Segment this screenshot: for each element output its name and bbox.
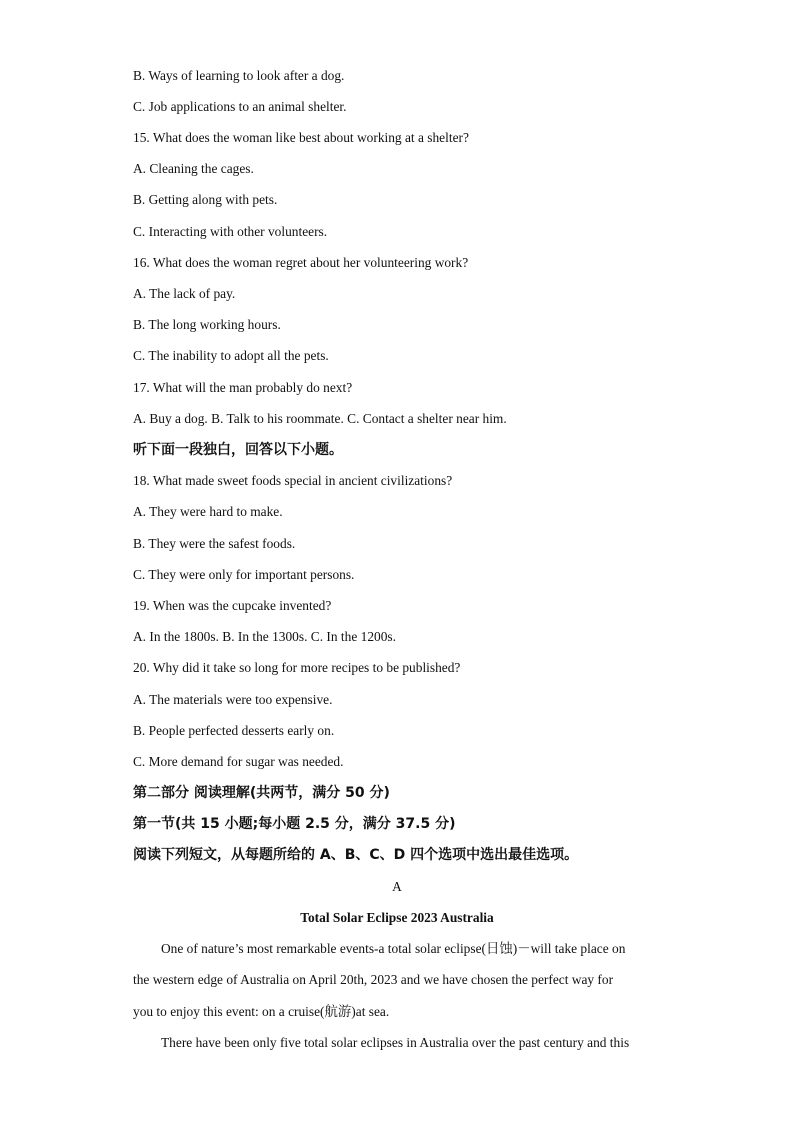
question-text: 20. Why did it take so long for more recipes to be published? bbox=[133, 660, 461, 675]
part-heading: 第二部分 阅读理解(共两节，满分 50 分) bbox=[133, 785, 390, 801]
answer-option: C. More demand for sugar was needed. bbox=[133, 754, 344, 769]
passage-line: you to enjoy this event: on a cruise(航游)at sea. bbox=[133, 1004, 390, 1019]
answer-option: B. They were the safest foods. bbox=[133, 536, 296, 551]
answer-option: A. The materials were too expensive. bbox=[133, 692, 333, 707]
question-text: 16. What does the woman regret about her volunteering work? bbox=[133, 255, 469, 270]
answer-option: B. Ways of learning to look after a dog. bbox=[133, 68, 345, 83]
passage-title: Total Solar Eclipse 2023 Australia bbox=[300, 910, 494, 925]
question-text: 17. What will the man probably do next? bbox=[133, 380, 353, 395]
question-text: 18. What made sweet foods special in ancient civilizations? bbox=[133, 473, 453, 488]
answer-option: C. They were only for important persons. bbox=[133, 567, 355, 582]
question-text: 19. When was the cupcake invented? bbox=[133, 598, 332, 613]
answer-option: B. The long working hours. bbox=[133, 317, 281, 332]
section-heading: 第一节(共 15 小题;每小题 2.5 分，满分 37.5 分) bbox=[133, 816, 456, 832]
answer-option: B. People perfected desserts early on. bbox=[133, 723, 335, 738]
answer-option: A. Cleaning the cages. bbox=[133, 161, 254, 176]
reading-instruction: 阅读下列短文，从每题所给的 A、B、C、D 四个选项中选出最佳选项。 bbox=[133, 847, 579, 863]
passage-line: There have been only five total solar eclipses in Australia over the past century and this bbox=[161, 1035, 630, 1050]
answer-options-row: A. Buy a dog. B. Talk to his roommate. C. Contact a shelter near him. bbox=[133, 411, 507, 426]
answer-option: B. Getting along with pets. bbox=[133, 192, 278, 207]
passage-line: One of nature’s most remarkable events-a total solar eclipse(日蚀)－will take place on bbox=[161, 941, 626, 956]
section-instruction: 听下面一段独白，回答以下小题。 bbox=[133, 442, 343, 458]
answer-option: C. Job applications to an animal shelter. bbox=[133, 99, 347, 114]
answer-option: A. The lack of pay. bbox=[133, 286, 236, 301]
answer-option: C. The inability to adopt all the pets. bbox=[133, 348, 329, 363]
answer-option: C. Interacting with other volunteers. bbox=[133, 224, 328, 239]
answer-options-row: A. In the 1800s. B. In the 1300s. C. In the 1200s. bbox=[133, 629, 396, 644]
passage-label: A bbox=[392, 879, 402, 894]
passage-line: the western edge of Australia on April 20th, 2023 and we have chosen the perfect way for bbox=[133, 972, 614, 987]
answer-option: A. They were hard to make. bbox=[133, 504, 283, 519]
question-text: 15. What does the woman like best about working at a shelter? bbox=[133, 130, 469, 145]
